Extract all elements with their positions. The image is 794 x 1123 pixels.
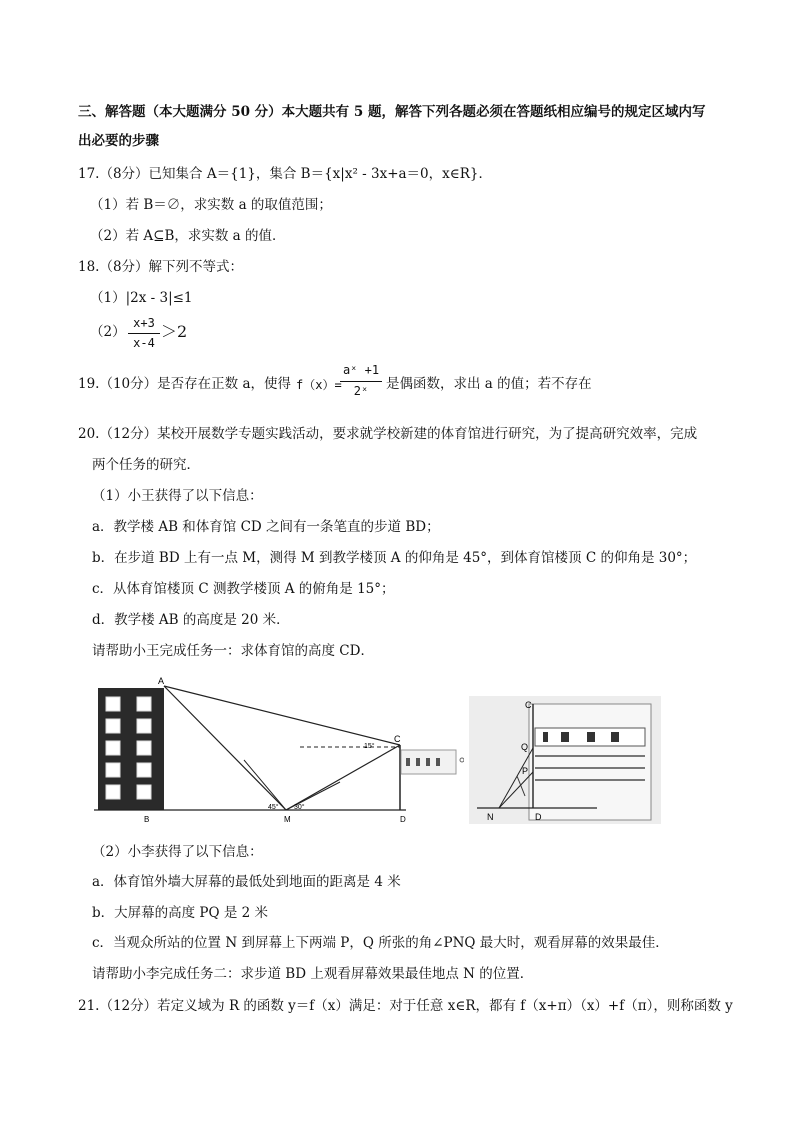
q20-info-d: d．教学楼 AB 的高度是 20 米． — [92, 612, 290, 628]
label-angle-30: 30° — [294, 804, 305, 811]
line-angle-45 — [244, 760, 286, 810]
label-D-2: D — [535, 812, 542, 822]
q19-fraction-bar — [340, 381, 382, 382]
q19-fraction-denominator: 2ˣ — [353, 384, 369, 398]
q20-info-a: a．教学楼 AB 和体育馆 CD 之间有一条笔直的步道 BD； — [92, 519, 440, 535]
q20-part1-title: （1）小王获得了以下信息： — [92, 488, 263, 504]
label-N: N — [487, 812, 494, 822]
label-D: D — [400, 815, 406, 824]
figure-elevation-diagram — [94, 674, 464, 824]
q20-info2-a: a．体育馆外墙大屏幕的最低处到地面的距离是 4 米 — [92, 874, 401, 890]
line-M-C — [286, 745, 400, 810]
q18-fraction-bar — [128, 333, 160, 334]
label-C: C — [394, 734, 401, 744]
q18-relation: ＞2 — [161, 322, 188, 341]
q19-stem-b: 是偶函数，求出 a 的值；若不存在 — [386, 376, 592, 392]
q17-part2: （2）若 A⊆B，求实数 a 的值． — [90, 228, 286, 244]
label-M: M — [284, 815, 291, 824]
q18-part2-label: （2） — [90, 324, 126, 340]
label-C-2: C — [525, 700, 532, 710]
q20-info2-c: c．当观众所站的位置 N 到屏幕上下两端 P，Q 所张的角∠PNQ 最大时，观看屏幕的效果最佳． — [92, 935, 669, 951]
q18-part1: （1）|2x - 3|≤1 — [90, 290, 193, 306]
q20-info-b: b．在步道 BD 上有一点 M，测得 M 到教学楼顶 A 的仰角是 45°，到体育馆楼顶 C 的仰角是 30°； — [92, 550, 697, 566]
q20-stem-line2: 两个任务的研究． — [92, 457, 200, 473]
label-angle-15: 15° — [364, 743, 375, 750]
q19-stem-a: 19.（10分）是否存在正数 a，使得 — [78, 376, 291, 392]
q18-fraction-numerator: x+3 — [133, 316, 155, 330]
q20-part2-title: （2）小李获得了以下信息： — [92, 844, 263, 860]
small-mark — [460, 758, 464, 762]
figure-screen-diagram — [469, 696, 661, 824]
line-A-M — [164, 686, 286, 810]
q20-task1: 请帮助小王完成任务一：求体育馆的高度 CD． — [92, 643, 374, 659]
q19-fraction-numerator: aˣ +1 — [342, 363, 380, 377]
q20-stem-line1: 20.（12分）某校开展数学专题实践活动，要求就学校新建的体育馆进行研究，为了提高研究效率，完成 — [78, 426, 698, 442]
q20-info-c: c．从体育馆楼顶 C 测教学楼顶 A 的俯角是 15°； — [92, 581, 395, 597]
section-heading-line2: 出必要的步骤 — [78, 133, 159, 149]
q17-part1: （1）若 B＝∅，求实数 a 的取值范围； — [90, 197, 332, 213]
line-A-C — [164, 686, 400, 745]
gym-facade — [529, 704, 651, 820]
label-A: A — [158, 676, 165, 686]
label-P: P — [522, 766, 529, 776]
section-heading-line1: 三、解答题（本大题满分 50 分）本大题共有 5 题，解答下列各题必须在答题纸相应编号的规定区域内写 — [78, 104, 706, 120]
label-angle-45: 45° — [268, 804, 279, 811]
q19-func-lhs: f（x）= — [296, 378, 342, 392]
label-Q: Q — [521, 742, 529, 752]
q20-task2: 请帮助小李完成任务二：求步道 BD 上观看屏幕效果最佳地点 N 的位置． — [92, 966, 534, 982]
q18-stem: 18.（8分）解下列不等式： — [78, 259, 244, 275]
q17-stem: 17.（8分）已知集合 A＝{1}，集合 B＝{x|x² - 3x+a＝0，x∈R}． — [78, 166, 493, 182]
q20-info2-b: b．大屏幕的高度 PQ 是 2 米 — [92, 905, 269, 921]
q18-fraction-denominator: x-4 — [133, 336, 155, 350]
q21-stem: 21.（12分）若定义域为 R 的函数 y＝f（x）满足：对于任意 x∈R，都有 f（x+π）（x）+f（π），则称函数 y — [78, 998, 733, 1014]
label-B: B — [144, 815, 150, 824]
